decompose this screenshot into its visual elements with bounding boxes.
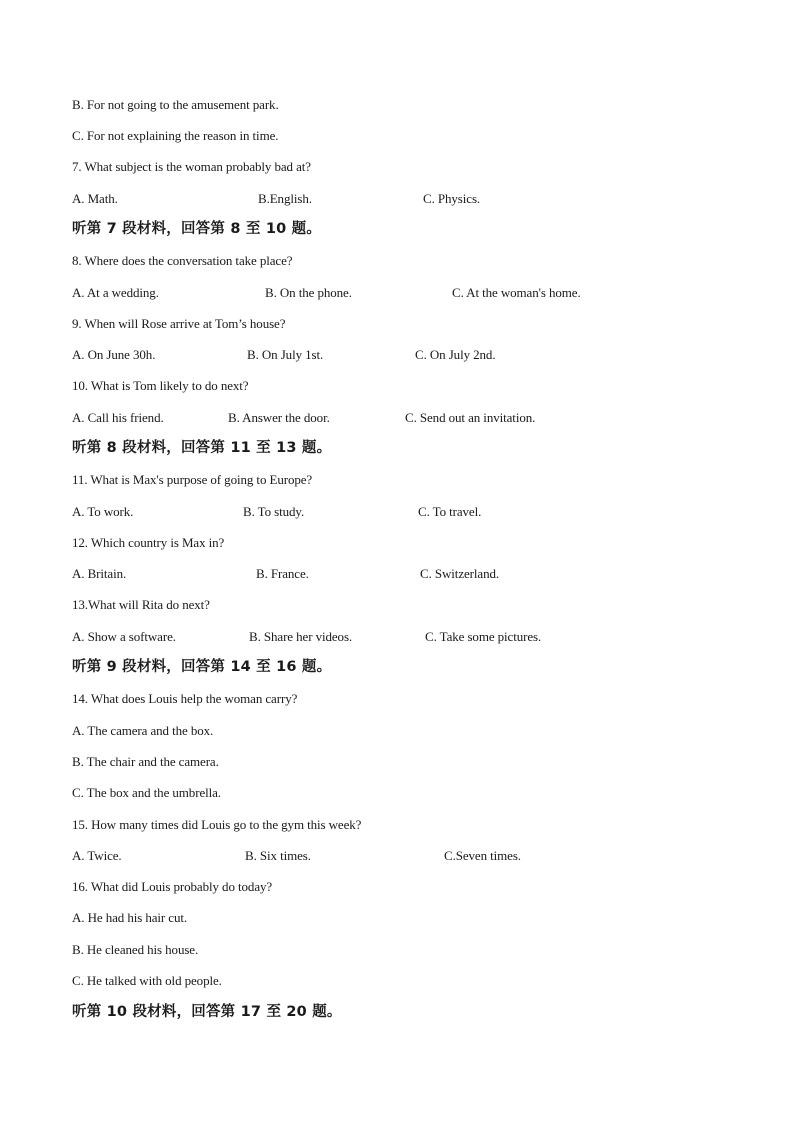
q10-question: 10. What is Tom likely to do next? — [72, 378, 249, 393]
q10-option-b: B. Answer the door. — [228, 410, 330, 425]
q15-option-c: C.Seven times. — [444, 848, 521, 863]
section-8-heading: 听第 8 段材料，回答第 11 至 13 题。 — [72, 440, 332, 456]
q12-option-a: A. Britain. — [72, 566, 127, 581]
q13-option-b: B. Share her videos. — [249, 629, 353, 644]
section-7-heading: 听第 7 段材料，回答第 8 至 10 题。 — [72, 221, 322, 237]
q11-option-b: B. To study. — [243, 504, 305, 519]
q9-option-c: C. On July 2nd. — [415, 347, 496, 362]
q7-option-c: C. Physics. — [423, 191, 481, 206]
q6-option-b: B. For not going to the amusement park. — [72, 97, 279, 112]
q8-question: 8. Where does the conversation take place? — [72, 253, 293, 268]
q9-option-b: B. On July 1st. — [247, 347, 324, 362]
q11-option-a: A. To work. — [72, 504, 134, 519]
q8-option-a: A. At a wedding. — [72, 285, 159, 300]
q9-question: 9. When will Rose arrive at Tom’s house? — [72, 316, 286, 331]
q10-option-c: C. Send out an invitation. — [405, 410, 536, 425]
q14-question: 14. What does Louis help the woman carry? — [72, 691, 298, 706]
q15-question: 15. How many times did Louis go to the gym this week? — [72, 817, 362, 832]
q9-option-a: A. On June 30h. — [72, 347, 156, 362]
q16-question: 16. What did Louis probably do today? — [72, 879, 273, 894]
q13-question: 13.What will Rita do next? — [72, 597, 210, 612]
q7-option-a: A. Math. — [72, 191, 118, 206]
q16-option-a: A. He had his hair cut. — [72, 910, 188, 925]
section-9-heading: 听第 9 段材料，回答第 14 至 16 题。 — [72, 659, 332, 675]
q14-option-c: C. The box and the umbrella. — [72, 785, 221, 800]
q15-option-a: A. Twice. — [72, 848, 122, 863]
q6-option-c: C. For not explaining the reason in time. — [72, 128, 279, 143]
q15-option-b: B. Six times. — [245, 848, 311, 863]
section-10-heading: 听第 10 段材料，回答第 17 至 20 题。 — [72, 1004, 342, 1020]
q8-option-c: C. At the woman's home. — [452, 285, 581, 300]
q11-question: 11. What is Max's purpose of going to Europe? — [72, 472, 313, 487]
q16-option-b: B. He cleaned his house. — [72, 942, 199, 957]
q14-option-b: B. The chair and the camera. — [72, 754, 219, 769]
q7-option-b: B.English. — [258, 191, 312, 206]
q8-option-b: B. On the phone. — [265, 285, 352, 300]
q16-option-c: C. He talked with old people. — [72, 973, 222, 988]
q11-option-c: C. To travel. — [418, 504, 482, 519]
q13-option-c: C. Take some pictures. — [425, 629, 542, 644]
q14-option-a: A. The camera and the box. — [72, 723, 214, 738]
q12-option-c: C. Switzerland. — [420, 566, 500, 581]
q10-option-a: A. Call his friend. — [72, 410, 164, 425]
q13-option-a: A. Show a software. — [72, 629, 176, 644]
q7-question: 7. What subject is the woman probably bad at? — [72, 159, 311, 174]
q12-question: 12. Which country is Max in? — [72, 535, 225, 550]
q12-option-b: B. France. — [256, 566, 309, 581]
